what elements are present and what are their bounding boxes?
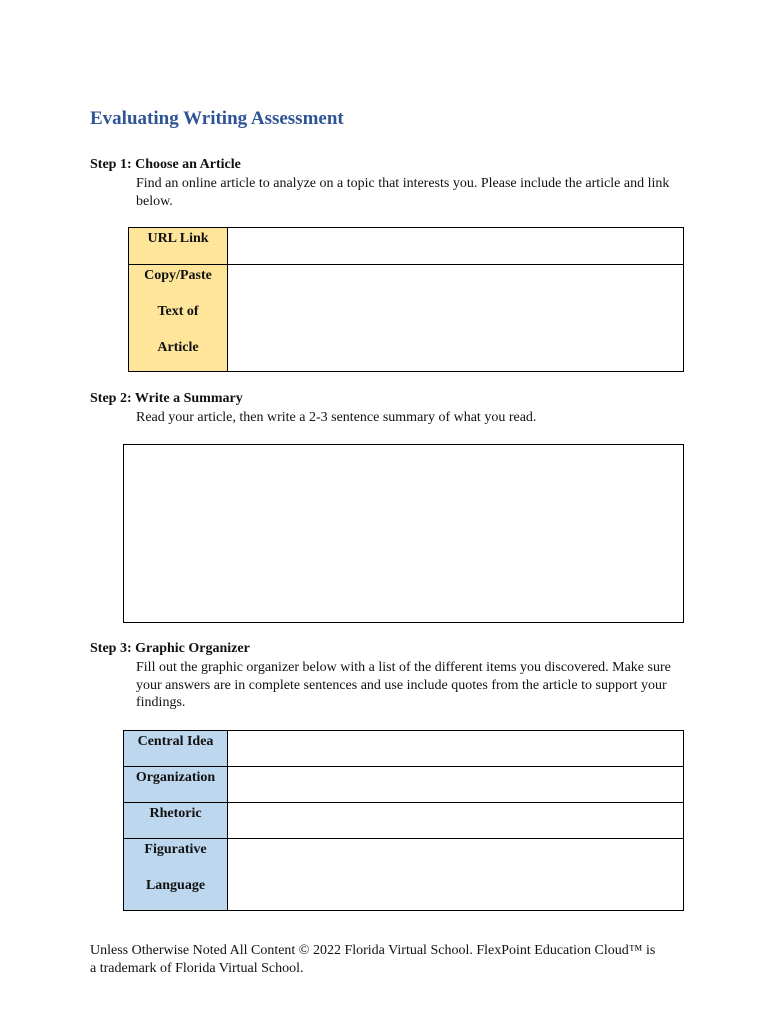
url-link-label [129, 228, 228, 265]
url-link-field[interactable] [228, 228, 684, 265]
table-row [124, 767, 684, 803]
step3-instructions: Fill out the graphic organizer below with a list of the different items you discovered. Make sure your answers are in complete sentences and use include quotes from the article to support your findings. [136, 660, 671, 710]
organization-label-text: Organization [135, 770, 216, 785]
table-row [124, 731, 684, 767]
summary-field[interactable] [123, 444, 684, 623]
central-idea-field[interactable] [228, 731, 684, 767]
figurative-label-line: Figurative [144, 842, 207, 857]
organizer-table [123, 730, 684, 911]
article-text-label [129, 265, 228, 372]
rhetoric-label [124, 803, 228, 839]
article-table [128, 227, 684, 372]
step1-instructions: Find an online article to analyze on a topic that interests you. Please include the article and link below. [136, 176, 670, 209]
article-label-line: Text of [157, 304, 199, 319]
table-row [124, 803, 684, 839]
article-text-field[interactable] [228, 265, 684, 372]
figurative-label-line: Language [145, 878, 206, 893]
rhetoric-label-text: Rhetoric [149, 806, 202, 821]
table-row [124, 839, 684, 911]
table-row [129, 228, 684, 265]
step3-heading: Step 3: Graphic Organizer [90, 641, 250, 656]
article-label-line: Copy/Paste [144, 268, 212, 283]
url-link-label-text: URL Link [147, 231, 209, 246]
table-row [129, 265, 684, 372]
organization-field[interactable] [228, 767, 684, 803]
figurative-language-label [124, 839, 228, 911]
step2-instructions: Read your article, then write a 2-3 sentence summary of what you read. [136, 410, 537, 425]
rhetoric-field[interactable] [228, 803, 684, 839]
central-idea-label-text: Central Idea [137, 734, 214, 749]
organization-label [124, 767, 228, 803]
copyright-footer: Unless Otherwise Noted All Content © 2022 Florida Virtual School. FlexPoint Education Cloud™ is a trademark of Florida Virtual School. [90, 943, 656, 976]
article-label-line: Article [157, 340, 199, 355]
central-idea-label [124, 731, 228, 767]
figurative-language-field[interactable] [228, 839, 684, 911]
step2-heading: Step 2: Write a Summary [90, 391, 243, 406]
step1-heading: Step 1: Choose an Article [90, 157, 241, 172]
document-title: Evaluating Writing Assessment [90, 108, 344, 129]
